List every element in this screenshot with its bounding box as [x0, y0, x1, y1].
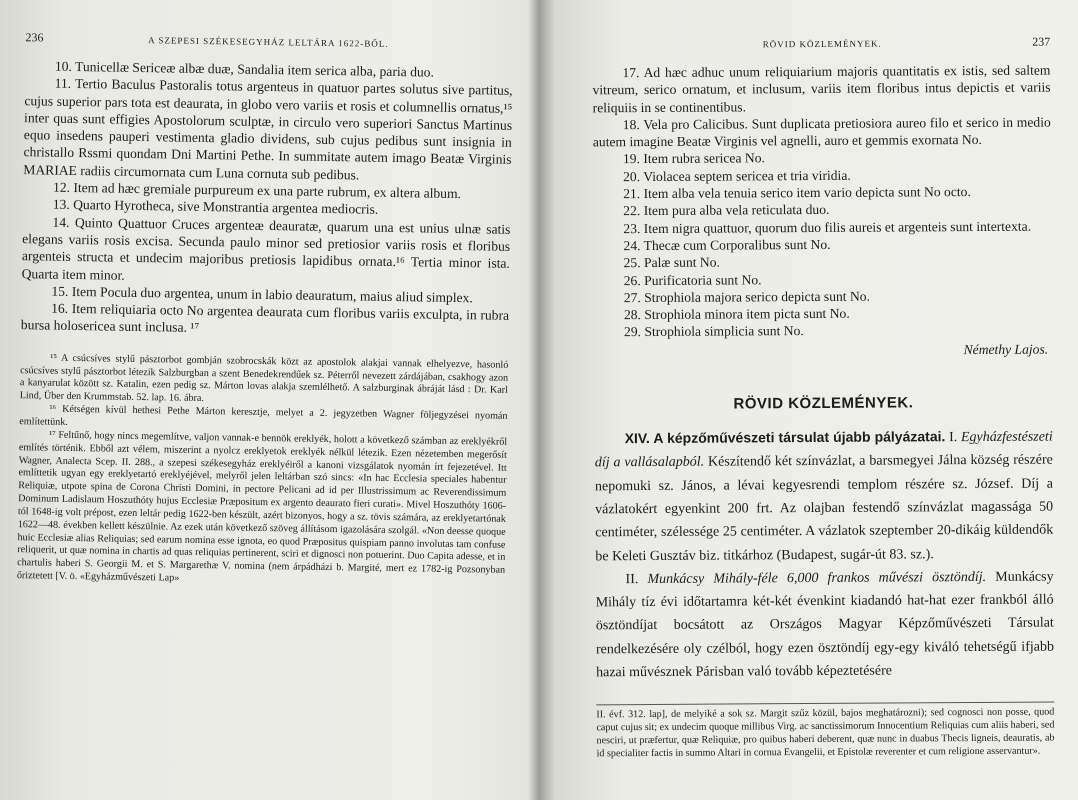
paragraph: 12. Item ad hæc gremiale purpureum ex una parte rubrum, ex altera album. [52, 179, 462, 202]
notice-title: Egyházfestészeti díj a vallásalapból. [594, 429, 1053, 471]
notice-lead: I. [949, 430, 958, 446]
right-main-text [592, 62, 1052, 361]
notice-heading: XIV. A képzőművészeti társulat újabb pályázatai. [624, 428, 946, 447]
paragraph: 22. Item pura alba vela reticulata duo. [623, 202, 830, 219]
paragraph: 25. Palæ sunt No. [623, 254, 720, 271]
left-running-head: A SZEPESI SZÉKESEGYHÁZ LELTÁRA 1622-BŐL. [148, 35, 389, 49]
notice-text: Munkácsy Mihály tíz évi időtartamra két-két évenkint kiadandó hat-hat ezer frankból álló ösztöndíjat bocsátott az Országos Magyar Képzőművészeti Társulat rendelkezésére oly czélból, hogy ezen ösztöndíj egy-egy kiváló tehetségű ifjabb hazai művésznek Párisban való tovább képeztetésére [595, 569, 1055, 681]
notice-title: Munkácsy Mihály-féle 6,000 frankos művészi ösztöndíj. [647, 569, 987, 587]
paragraph: 28. Strophiola minora item picta sunt No. [623, 305, 850, 323]
paragraph: 19. Item rubra sericea No. [622, 150, 765, 167]
right-footnotes [596, 702, 1054, 761]
left-footnotes [17, 352, 509, 591]
author-signature: Némethy Lajos. [963, 341, 1049, 357]
paragraph: 16. Item reliquiaria octo No argentea deaurata cum floribus variis exculpta, in rubra bursa holosericea sunt inclusa. ¹⁷ [20, 300, 510, 336]
paragraph: 24. Thecæ cum Corporalibus sunt No. [623, 236, 831, 254]
right-page [544, 0, 1078, 800]
paragraph: 15. Item Pocula duo argentea, unum in labio deauratum, maius aliud simplex. [51, 283, 473, 306]
paragraph: 17. Ad hæc adhuc unum reliquiarium majoris quantitatis ex istis, sed saltem vitreum, serico ornatum, et inclusum, variis item floribus intus depictis et variis reliquiis in se continentibus. [592, 62, 1051, 115]
notice-item-1 [595, 425, 1054, 569]
paragraph: 27. Strophiola majora serico depicta sunt No. [623, 288, 871, 306]
paragraph: 21. Item alba vela tenuia serico item vario depicta sunt No octo. [623, 184, 971, 202]
paragraph: 23. Item nigra quattuor, quorum duo filis aureis et argenteis sunt intertexta. [623, 218, 1032, 236]
footnote-rule [596, 702, 1054, 706]
paragraph: 29. Strophiola simplicia sunt No. [623, 323, 804, 340]
right-page-number: 237 [1032, 34, 1051, 49]
paragraph: 13. Quarto Hyrotheca, sive Monstrantia argentea mediocris. [52, 197, 379, 218]
footnote: ¹⁵ A csúcsíves stylű pásztorbot gombján szobrocskák közt az apostolok alakjai vannak elhelyezve, hasonló csúcsíves stylű pásztorbot létezik Salzburgban a szent Benedekrendűek sz. Péterről nevezett zárdájában, csakhogy azon a kanyarulat között sz. Katalin, ezen pedig sz. Márton lovas alakja szemlélhető. A salzburginak ábráját lásd : Dr. Karl Lind, Über den Krummstab. 52. lap. 16. ábra. [19, 352, 509, 405]
paragraph: 11. Tertio Baculus Pastoralis totus argenteus in quatuor partes solutus sive partitus, cujus superior pars tota est deaurata, in globo vero variis et rosis et columnellis ornatus,¹⁵ inter quas sunt effigies Apostolorum sculptæ, in circulo vero superiori Sanctus Martinus equo insedens pauperi vestimenta gladio dividens, sub cujus pedibus sunt insignia in christallo Rssmi quondam Dni Martini Pethe. In summitate autem imago Beatæ Virginis MARIAE radiis circumornata cum Luna cornuta sub pedibus. [23, 75, 513, 183]
right-running-head: RÖVID KÖZLEMÉNYEK. [762, 38, 882, 50]
paragraph: 10. Tunicellæ Sericeæ albæ duæ, Sandalia item serica alba, paria duo. [54, 58, 435, 80]
footnote: ¹⁷ Feltűnő, hogy nincs megemlítve, valjon vannak-e bennök ereklyék, holott a következő számban az ereklyékről említés történik. Ebből azt vélem, miszerint a nyolcz ereklyetok ereklyék nélkül létezik. Ezen nézetemben megerősít Wagner, Analecta Scep. II. 288., a szepesi székesegyház ereklyéiről a kanoni vizsgálatok nyomán írt fejezetével. Itt említtetik ugyan egy ereklyetartó ereklyéjével, melyről jelen leltárban szó sincs: «In hac Ecclesia speciales habentur Reliquiæ, utpote spina de Corona Christi Domini, in pectore Pelicani ad id per Illustrissimum ac Reverendissimum Dominum Ladislaum Hoszuthóty hujus Ecclesiæ Præpositum ex argento deaurato fieri curati». Mivel Hoszuthóty 1606-tól 1648-ig volt prépost, ezen leltár pedig 1622-ben készült, azért bizonyos, hogy a sz. tövis számára, az ereklyetartónak 1622—48. években kellett készülnie. Az ezek után következő szöveg állításom igazolására szolgál. «Non deesse quoque huic Ecclesiæ alias Reliquias; sed earum nomina esse ignota, eo quod Præpositus quispiam panno involutas tam confuse reliquerit, ut quæ nomina in chartis ad quas reliquias pertinerent, sciri et dignosci non potuerint. Duo Capita adesse, et in chartulis haberi S. Georgii M. et S. Margarethæ V. nomina (nem árpádházi b. Margité, mert ez 1782-ig Pozsonyban őriztetett [V. ö. «Egyházművészeti Lap» [16, 429, 508, 584]
paragraph: 26. Purificatoria sunt No. [623, 271, 762, 288]
footnote-continued: II. évf. 312. lap], de melyiké a sok sz. Margit szűz közül, bajos meghatározni); sed cognosci non posse, quod caput cujus sit; ex undecim quoque millibus Virg. ac sanctissimorum Innocentium Reliquias cum aliis haberi, sed nesciri, ut præfertur, quæ Reliquiæ, pro quibus haberi deberent, quæ nunc in duabus Thecis ligneis, deauratis, ab id specialiter factis in summo Altari in cornua Evangelii, et Epistolæ reverenter et cum religione asservantur». [596, 706, 1055, 760]
notice-lead: II. [625, 571, 639, 587]
notice-text: Készítendő két színvázlat, a barsmegyei Jálna község részére nepomuki sz. János, a lévai kegyesrendi templom részére sz. József. Díj a vázlatokért egyenkint 200 frt. Az olajban festendő színvázlat magassága 50 centiméter, szélessége 25 centiméter. A vázlatok szeptember 20-dikáig küldendők be Keleti Gusztáv biz. titkárhoz (Budapest, sugár-út 83. sz.). [594, 452, 1054, 564]
section-title: RÖVID KÖZLEMÉNYEK. [733, 394, 914, 413]
left-page-number: 236 [25, 30, 44, 45]
paragraph: 18. Vela pro Calicibus. Sunt duplicata pretiosiora aureo filo et serico in medio autem imagine Beatæ Virginis vel agnelli, auro et gemmis exornata No. [592, 114, 1051, 150]
notice-item-2 [595, 565, 1054, 684]
short-notices [595, 425, 1055, 685]
paragraph: 14. Quinto Quattuor Cruces argenteæ deauratæ, quarum una est unius ulnæ satis elegans variis rosis excisa. Secunda paulo minor sed pretiosior variis rosis et floribus argenteis structa et undecim majoribus pretiosis lapidibus ornata.¹⁶ Tertia minor ista. Quarta item minor. [21, 214, 511, 283]
right-running-header [592, 35, 1050, 53]
left-page [0, 0, 536, 800]
left-main-text [21, 57, 513, 341]
left-running-header [25, 30, 513, 53]
paragraph: 20. Violacea septem sericea et tria viridia. [623, 167, 851, 184]
footnote: ¹⁶ Kétségen kívül hethesi Pethe Márton keresztje, melyet a 2. jegyzetben Wagner följegyzései nyomán említettünk. [19, 403, 508, 428]
